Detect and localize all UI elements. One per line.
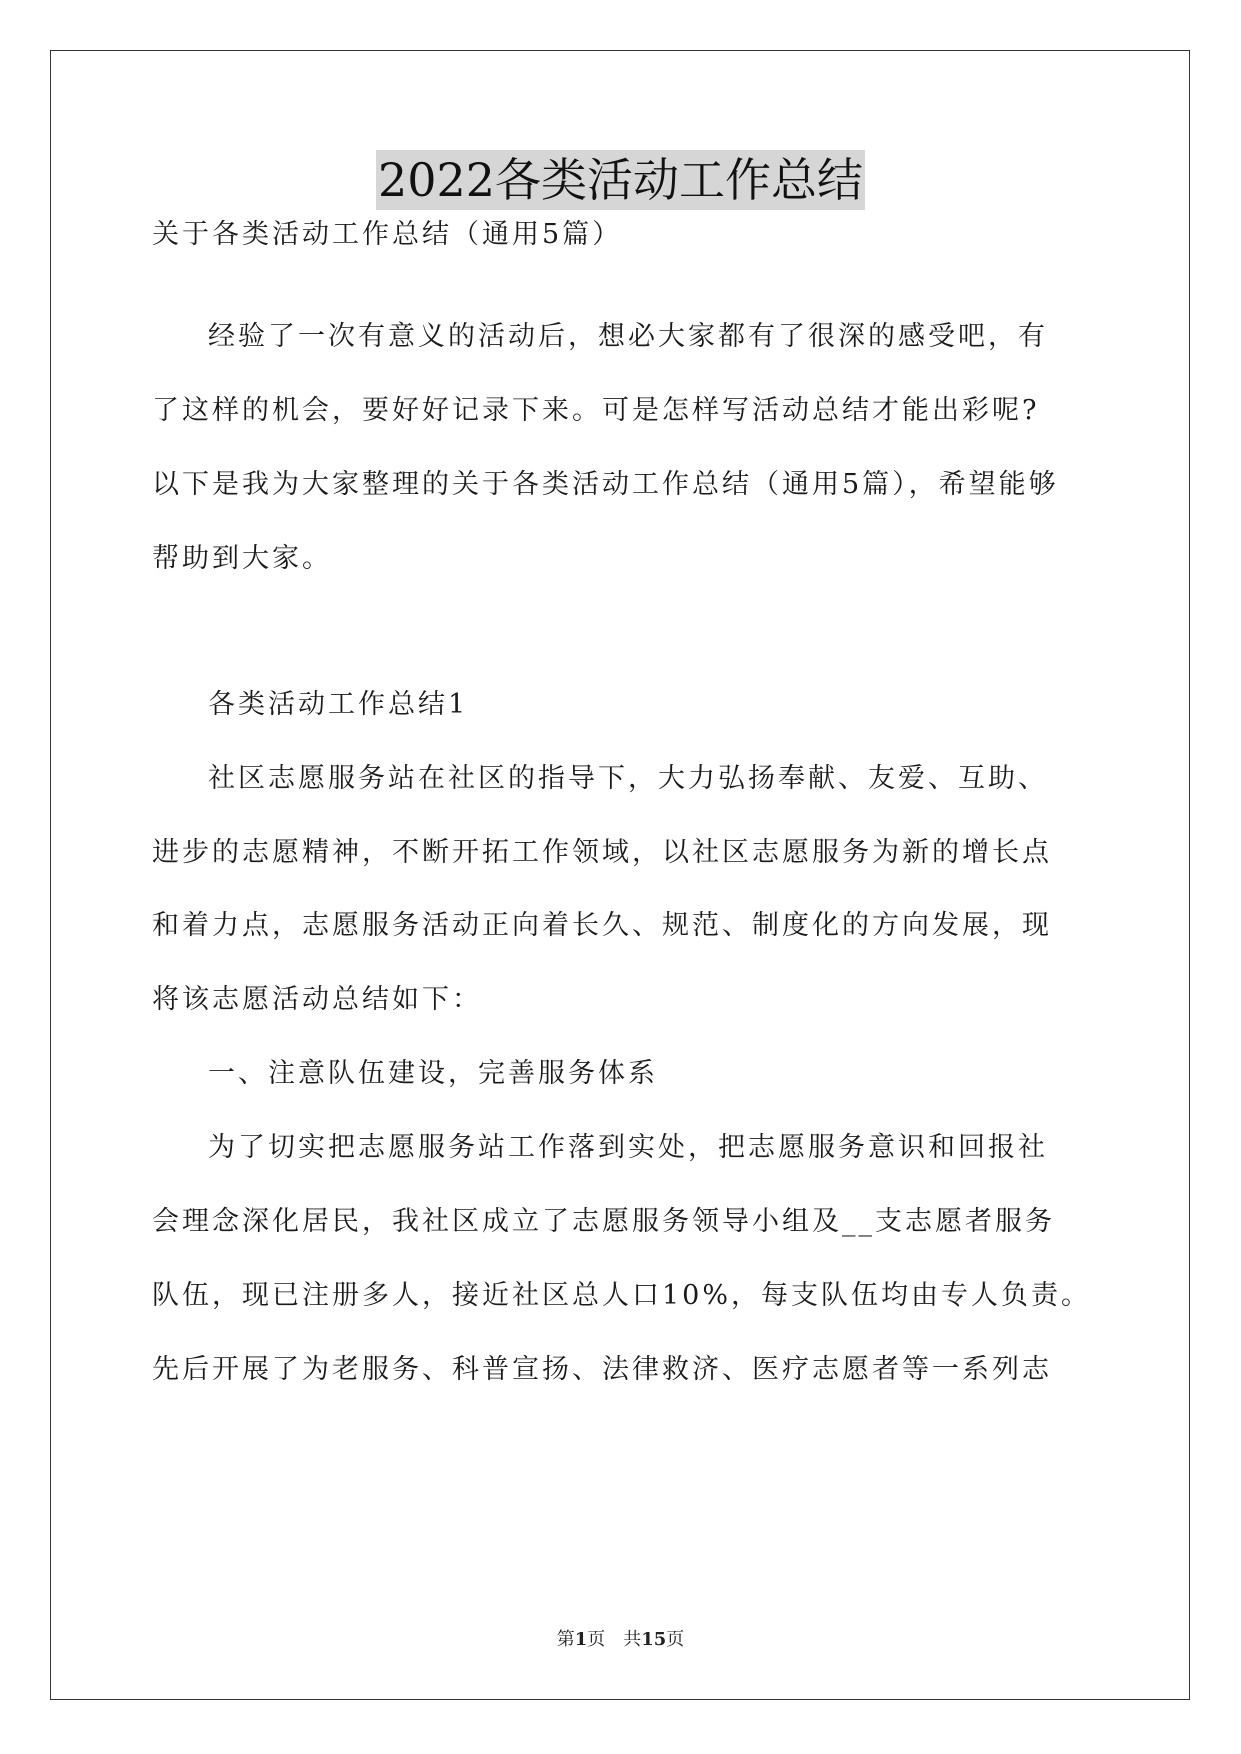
intro-line: 帮助到大家。 bbox=[152, 543, 332, 574]
paragraph-line: 会理念深化居民，我社区成立了志愿服务领导小组及__支志愿者服务 bbox=[152, 1206, 1055, 1237]
footer-mid: 页 共 bbox=[587, 1629, 642, 1650]
total-page-number: 15 bbox=[641, 1629, 667, 1650]
intro-line: 以下是我为大家整理的关于各类活动工作总结（通用5篇），希望能够 bbox=[152, 469, 1059, 500]
subheading: 一、注意队伍建设，完善服务体系 bbox=[208, 1058, 658, 1089]
paragraph-line: 将该志愿活动总结如下： bbox=[152, 984, 482, 1015]
current-page-number: 1 bbox=[574, 1629, 588, 1650]
paragraph-line: 队伍，现已注册多人，接近社区总人口10%，每支队伍均由专人负责。 bbox=[152, 1280, 1092, 1311]
page-border bbox=[50, 50, 1190, 1700]
subtitle: 关于各类活动工作总结（通用5篇） bbox=[152, 219, 623, 250]
document-title: 2022各类活动工作总结 bbox=[376, 150, 865, 210]
paragraph-line: 先后开展了为老服务、科普宣扬、法律救济、医疗志愿者等一系列志 bbox=[152, 1354, 1052, 1385]
page-footer bbox=[0, 1625, 1241, 1651]
intro-line: 经验了一次有意义的活动后，想必大家都有了很深的感受吧，有 bbox=[208, 321, 1048, 352]
title-container bbox=[0, 150, 1241, 210]
paragraph-line: 进步的志愿精神，不断开拓工作领域，以社区志愿服务为新的增长点 bbox=[152, 837, 1052, 868]
footer-prefix: 第 bbox=[556, 1629, 575, 1650]
intro-line: 了这样的机会，要好好记录下来。可是怎样写活动总结才能出彩呢? bbox=[152, 395, 1040, 426]
paragraph-line: 社区志愿服务站在社区的指导下，大力弘扬奉献、友爱、互助、 bbox=[208, 763, 1048, 794]
section-heading: 各类活动工作总结1 bbox=[208, 689, 469, 720]
paragraph-line: 为了切实把志愿服务站工作落到实处，把志愿服务意识和回报社 bbox=[208, 1132, 1048, 1163]
footer-suffix: 页 bbox=[666, 1629, 685, 1650]
paragraph-line: 和着力点，志愿服务活动正向着长久、规范、制度化的方向发展，现 bbox=[152, 910, 1052, 941]
